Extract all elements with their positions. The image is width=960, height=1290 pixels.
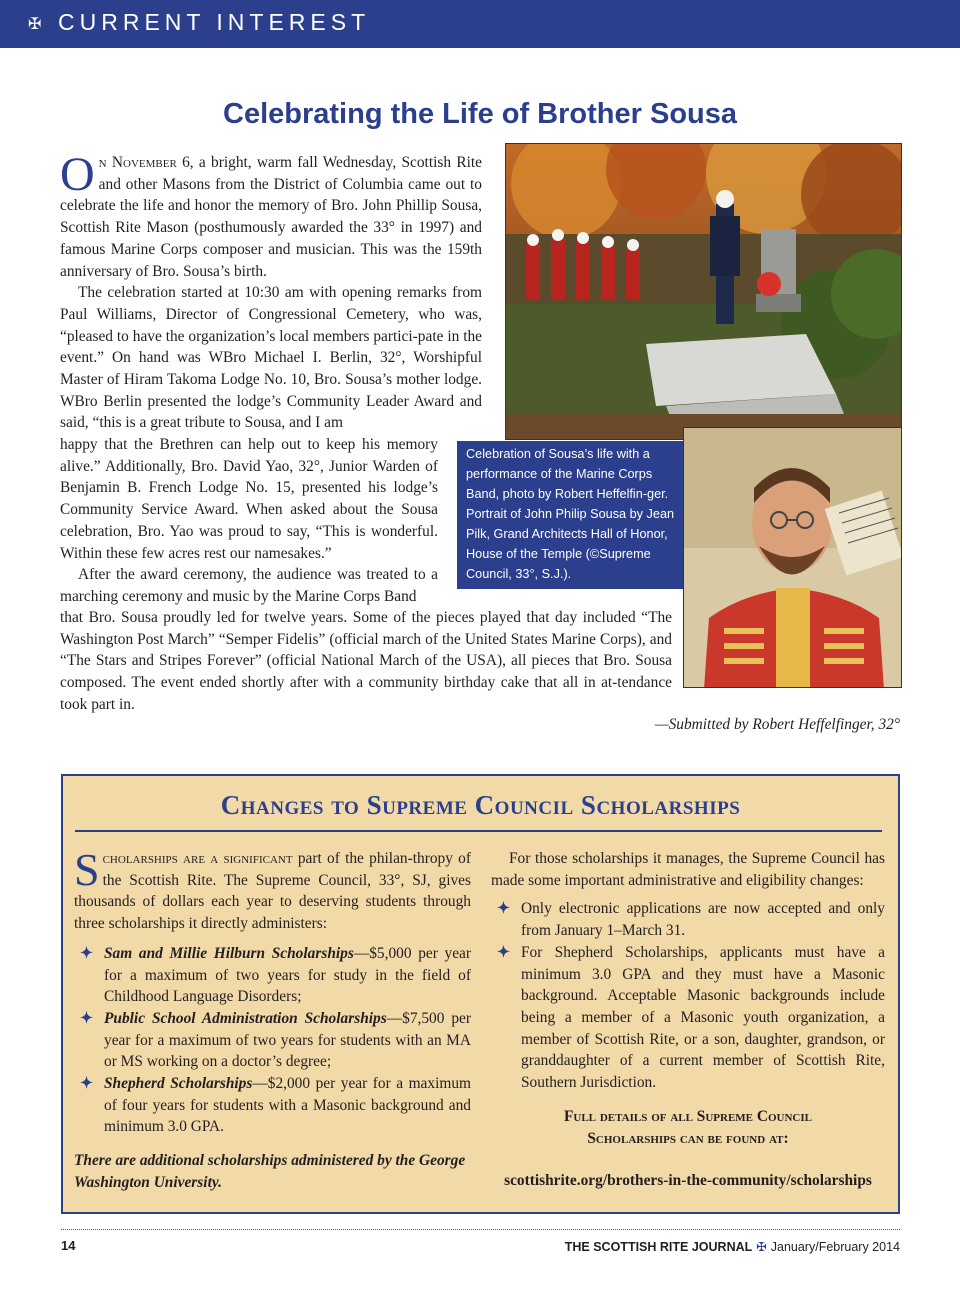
scholarships-box xyxy=(61,774,900,1214)
scholarship-desc: —$2,000 per year for a maximum of four years for students with a Masonic background and minimum 3.0 GPA. xyxy=(104,1075,471,1136)
scholarships-right-column xyxy=(491,848,885,1094)
list-item xyxy=(74,1008,471,1073)
scholarship-desc: —$7,500 per year for a maximum of two years for students with an MA or MS working on a doctor’s degree; xyxy=(104,1009,472,1071)
change-text: Only electronic applications are now accepted and only from January 1–March 31. xyxy=(521,900,885,940)
paragraph-text: part of the philan-thropy of the Scottish Rite. The Supreme Council, 33°, SJ, gives thousands of dollars each year to deserving students through three scholarships it directly administers: xyxy=(74,850,471,933)
drop-cap: S xyxy=(74,844,100,895)
journal-name: THE SCOTTISH RITE JOURNAL xyxy=(564,1240,753,1254)
issue-date: January/February 2014 xyxy=(770,1240,900,1254)
changes-list xyxy=(491,898,885,1093)
list-item xyxy=(74,1073,471,1138)
article-column-bottom xyxy=(60,607,672,716)
page-number: 14 xyxy=(61,1238,76,1253)
details-line-2: Scholarships can be found at: xyxy=(587,1130,789,1147)
article-paragraph-1 xyxy=(60,148,482,282)
journal-footer xyxy=(565,1239,900,1254)
article-column-middle xyxy=(60,434,438,608)
scholarships-intro xyxy=(74,844,471,935)
list-item xyxy=(491,898,885,941)
article-paragraph-3: After the award ceremony, the audience was treated to a marching ceremony and music by the Marine Corps Band xyxy=(60,566,438,605)
article-paragraph-2-cont: happy that the Brethren can help out to keep his memory alive.” Additionally, Bro. David Yao, 32°, Junior Warden of Benjamin B. French Lodge No. 15, presented his lodge’s Community Service Award. When asked about the Sousa celebration, Bro. Yao was proud to say, “This is wonderful. Within these few acres rest our namesakes.” xyxy=(60,436,438,562)
article-paragraph-2: The celebration started at 10:30 am with opening remarks from Paul Williams, Director of Congressional Cemetery, who was, “pleased to have the organization’s local members partici-pate in the event.” On hand was WBro Michael I. Berlin, 32°, Worshipful Master of Hiram Takoma Lodge No. 10, Bro. Sousa’s mother lodge. WBro Berlin presented the lodge’s Community Leader Award and said, “this is a great tribute to Sousa, and I am xyxy=(60,284,482,432)
scholarship-name: Public School Administration Scholarships xyxy=(104,1009,387,1027)
article-column-top xyxy=(60,148,482,434)
star-bullet-icon: ✦ xyxy=(80,1009,93,1027)
footer-divider xyxy=(61,1229,900,1230)
scholarship-desc: —$5,000 per year for a maximum of two years for study in the field of Childhood Language Disorders; xyxy=(104,944,471,1006)
header-band xyxy=(0,0,960,48)
portrait-painting xyxy=(683,427,902,688)
title-divider xyxy=(75,830,882,832)
paragraph-text: 6, a bright, warm fall Wednesday, Scottish Rite and other Masons from the District of Columbia came out to celebrate the life and honor the memory of Bro. John Phillip Sousa, Scottish Rite Mason (posthumously awarded the 33° in 1997) and famous Marine Corps composer and musician. This was the 159th anniversary of Bro. Sousa’s birth. xyxy=(60,154,482,280)
star-bullet-icon: ✦ xyxy=(497,943,510,961)
scholarships-left-column xyxy=(74,844,472,1138)
scholarships-link[interactable]: scottishrite.org/brothers-in-the-community/scholarships xyxy=(504,1172,872,1189)
section-label: CURRENT INTEREST xyxy=(58,9,371,35)
photo-caption: Celebration of Sousa’s life with a performance of the Marine Corps Band, photo by Robert Heffelfin-ger. Portrait of John Philip Sousa by Jean Pilk, Grand Architects Hall of Honor, House of the Temple (©Supreme Council, 33°, S.J.). xyxy=(457,441,683,589)
article-title: Celebrating the Life of Brother Sousa xyxy=(223,98,737,130)
scholarship-list xyxy=(74,943,471,1138)
lead-in: cholarships are a significant xyxy=(102,850,293,867)
details-line-1: Full details of all Supreme Council xyxy=(564,1108,812,1125)
cross-icon: ✠ xyxy=(756,1240,767,1254)
star-bullet-icon: ✦ xyxy=(80,944,93,962)
star-bullet-icon: ✦ xyxy=(80,1075,93,1093)
ceremony-photo xyxy=(505,143,902,440)
changes-intro: For those scholarships it manages, the Supreme Council has made some important administrative and eligibility changes: xyxy=(491,850,885,889)
article-paragraph-3-cont: that Bro. Sousa proudly led for twelve years. Some of the pieces played that day included “The Washington Post March” “Semper Fidelis” (official march of the United States Marine Corps), and “The Stars and Stripes Forever” (official National March of the USA), all pieces that Bro. Sousa composed. The event ended shortly after with a community birthday cake that all in at-tendance took part in. xyxy=(60,609,672,713)
list-item xyxy=(491,942,885,1094)
article-signature: —Submitted by Robert Heffelfinger, 32° xyxy=(654,716,900,733)
scholarships-title: Changes to Supreme Council Scholarships xyxy=(220,790,741,820)
scholarship-name: Sam and Millie Hilburn Scholarships xyxy=(104,944,354,962)
change-text: For Shepherd Scholarships, applicants must have a minimum 3.0 GPA and they must have a Masonic background. Acceptable Masonic backgrounds include being a member of a Masonic youth organization, a member of Scottish Rite, or a son, daughter, grandson, or granddaughter of a current member of Scottish Rite, Southern Jurisdiction. xyxy=(521,943,885,1092)
cross-icon: ✠ xyxy=(28,16,42,33)
drop-cap: O xyxy=(60,148,95,201)
lead-in: n November xyxy=(98,154,177,171)
star-bullet-icon: ✦ xyxy=(497,900,510,918)
scholarships-note: There are additional scholarships administered by the George Washington University. xyxy=(74,1152,466,1191)
list-item xyxy=(74,943,471,1008)
scholarship-name: Shepherd Scholarships xyxy=(104,1075,253,1093)
details-heading xyxy=(491,1106,885,1150)
